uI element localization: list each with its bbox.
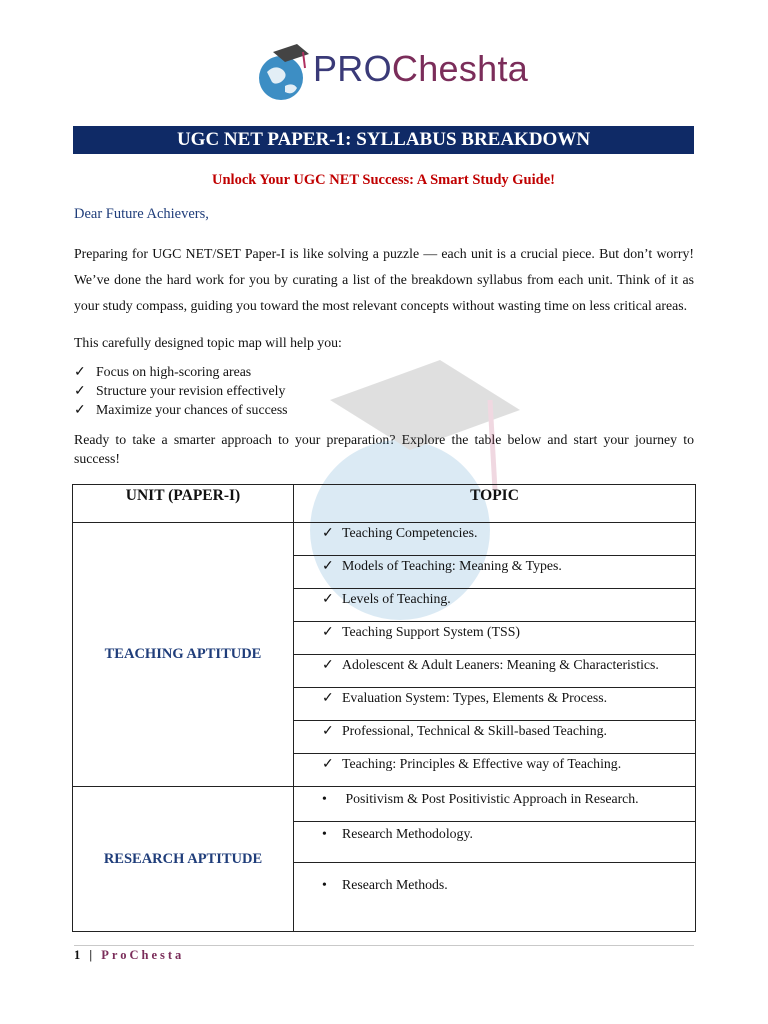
list-item: ✓ Focus on high-scoring areas (74, 364, 252, 379)
checkmark-icon: ✓ (74, 402, 86, 417)
table-row: • Positivism & Post Positivistic Approach in Research. (294, 787, 696, 822)
checkmark-icon: ✓ (74, 383, 86, 398)
globe-graduation-cap-icon (255, 42, 311, 106)
unit-teaching-aptitude: TEACHING APTITUDE (73, 523, 294, 787)
bullet-icon: • (322, 791, 327, 806)
checkmark-icon: ✓ (322, 690, 334, 705)
checkmark-icon: ✓ (74, 364, 86, 379)
column-header-unit: UNIT (PAPER-I) (73, 485, 294, 523)
table-row: ✓ Teaching Competencies. (294, 523, 696, 556)
procheshta-logo (255, 40, 529, 110)
column-header-topic: TOPIC (294, 485, 696, 523)
table-row: ✓ Teaching: Principles & Effective way of Teaching. (294, 754, 696, 787)
greeting: Dear Future Achievers, (74, 206, 209, 222)
syllabus-table (72, 484, 696, 932)
topic-map-intro: This carefully designed topic map will help you: (74, 335, 342, 350)
checkmark-icon: ✓ (322, 558, 334, 573)
checkmark-icon: ✓ (322, 624, 334, 639)
list-item: ✓ Maximize your chances of success (74, 402, 288, 417)
closing-paragraph: Ready to take a smarter approach to your preparation? Explore the table below and start your journey to success! (74, 432, 694, 466)
checkmark-icon: ✓ (322, 756, 334, 771)
table-row: ✓ Teaching Support System (TSS) (294, 622, 696, 655)
table-row: ✓ Models of Teaching: Meaning & Types. (294, 556, 696, 589)
unit-research-aptitude: RESEARCH APTITUDE (73, 787, 294, 932)
page-number: 1 (74, 948, 84, 962)
logo-text-cheshta: Cheshta (391, 48, 529, 89)
page-footer (74, 948, 184, 963)
intro-paragraph: Preparing for UGC NET/SET Paper-I is like solving a puzzle — each unit is a crucial piece. But don’t worry! We’ve done the hard work for you by curating a list of the breakdown syllabus from each unit. Think of it as your study compass, guiding you toward the most relevant concepts without wasting time on less critical areas. (74, 246, 694, 313)
subtitle: Unlock Your UGC NET Success: A Smart Study Guide! (212, 172, 555, 188)
bullet-icon: • (322, 877, 327, 892)
page-title: UGC NET PAPER-1: SYLLABUS BREAKDOWN (73, 126, 694, 154)
table-row: • Research Methods. (294, 863, 696, 932)
list-item: ✓ Structure your revision effectively (74, 383, 286, 398)
checkmark-icon: ✓ (322, 657, 334, 672)
bullet-icon: • (322, 826, 327, 841)
table-row: ✓ Evaluation System: Types, Elements & Process. (294, 688, 696, 721)
logo-text-pro: PRO (313, 48, 392, 89)
table-row: ✓ Adolescent & Adult Leaners: Meaning & Characteristics. (294, 655, 696, 688)
checkmark-icon: ✓ (322, 591, 334, 606)
table-row: • Research Methodology. (294, 822, 696, 863)
footer-separator: | (89, 948, 96, 962)
checkmark-icon: ✓ (322, 723, 334, 738)
footer-brand: ProChesta (101, 948, 185, 962)
footer-divider (74, 945, 694, 946)
table-row: ✓ Professional, Technical & Skill-based Teaching. (294, 721, 696, 754)
benefits-list (74, 362, 288, 419)
table-row: ✓ Levels of Teaching. (294, 589, 696, 622)
checkmark-icon: ✓ (322, 525, 334, 540)
